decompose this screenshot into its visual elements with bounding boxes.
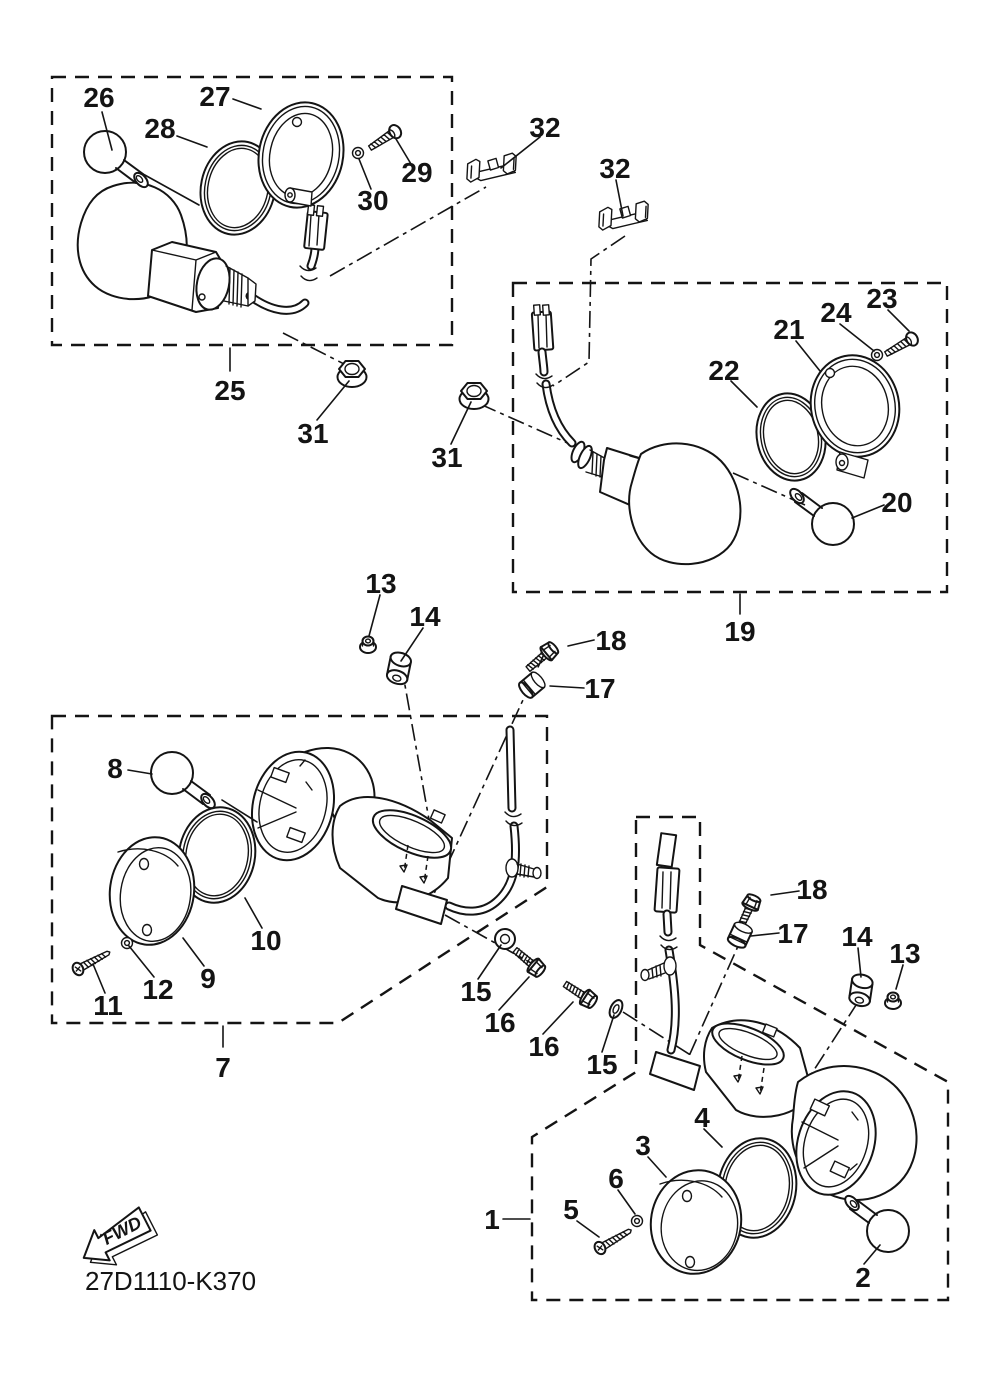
part-20-bulb <box>788 486 854 545</box>
flasher-assembly-7 <box>71 730 541 977</box>
callout-8: 8 <box>107 753 123 784</box>
callout-15-1: 15 <box>460 976 492 1007</box>
callout-31-1: 31 <box>297 418 329 449</box>
callout-9: 9 <box>200 963 216 994</box>
part-29-screw <box>366 123 403 154</box>
callout-2: 2 <box>855 1262 871 1293</box>
callout-21: 21 <box>773 314 805 345</box>
callout-18-2: 18 <box>796 874 828 905</box>
connector-25 <box>304 205 328 250</box>
callout-25: 25 <box>214 375 246 406</box>
drawing-number: 27D1110-K370 <box>85 1266 257 1296</box>
callout-31-2: 31 <box>431 442 463 473</box>
callout-28: 28 <box>144 113 176 144</box>
callout-24: 24 <box>820 297 852 328</box>
callout-16-1: 16 <box>484 1007 516 1038</box>
part-11-screw <box>71 946 113 977</box>
callout-6: 6 <box>608 1163 624 1194</box>
callout-11: 11 <box>93 990 123 1021</box>
callout-1: 1 <box>484 1204 500 1235</box>
callout-13-2: 13 <box>889 938 921 969</box>
callout-32-2: 32 <box>599 153 631 184</box>
part-16-bolt-1 <box>510 943 548 979</box>
part-15-washer-1 <box>495 929 515 949</box>
callout-13-1: 13 <box>365 568 397 599</box>
part-13-nut-1 <box>360 637 376 654</box>
callout-19: 19 <box>724 616 756 647</box>
flasher-assembly-25 <box>78 94 404 312</box>
callout-12: 12 <box>142 974 174 1005</box>
part-2-bulb <box>843 1193 909 1252</box>
part-18-bolt-1 <box>523 640 561 676</box>
part-26-bulb <box>84 131 150 190</box>
part-13-nut-2 <box>885 993 901 1010</box>
callout-4: 4 <box>694 1102 710 1133</box>
callout-30: 30 <box>357 185 389 216</box>
part-8-bulb <box>151 752 217 811</box>
part-31-nut-1 <box>338 361 367 387</box>
part-6-washer <box>632 1216 643 1227</box>
part-31-nut-2 <box>460 383 489 409</box>
callout-17-1: 17 <box>584 673 616 704</box>
callout-20: 20 <box>881 487 913 518</box>
callout-7: 7 <box>215 1052 231 1083</box>
callout-16-2: 16 <box>528 1031 560 1062</box>
part-32-clip-1 <box>467 151 517 184</box>
part-5-screw <box>592 1224 634 1256</box>
part-15-washer-2 <box>607 998 625 1020</box>
callout-32-1: 32 <box>529 112 561 143</box>
callout-14-1: 14 <box>409 601 441 632</box>
callout-27: 27 <box>199 81 231 112</box>
callout-10: 10 <box>250 925 282 956</box>
callout-22: 22 <box>708 355 740 386</box>
part-12-washer <box>122 938 133 949</box>
callout-5: 5 <box>563 1194 579 1225</box>
callout-15-2: 15 <box>586 1049 618 1080</box>
connector-1 <box>654 833 679 913</box>
housing-shell-1 <box>783 1066 916 1205</box>
callout-17-2: 17 <box>777 918 809 949</box>
stay-bracket-1 <box>650 1052 700 1090</box>
housing-cone-19 <box>629 443 740 564</box>
callout-29: 29 <box>401 157 433 188</box>
callout-23: 23 <box>866 283 898 314</box>
part-17-collar-2 <box>726 920 753 950</box>
part-23-screw <box>883 330 921 360</box>
part-14-grommet-1 <box>383 650 414 687</box>
callout-26: 26 <box>83 82 115 113</box>
callout-3: 3 <box>635 1130 651 1161</box>
part-17-collar-1 <box>517 670 548 700</box>
connector-19 <box>532 305 554 351</box>
housing-body-25 <box>148 242 256 313</box>
stay-screw-7 <box>506 859 541 879</box>
part-16-bolt-2 <box>560 977 599 1011</box>
fwd-arrow-label: FWD <box>99 1212 145 1249</box>
callout-14-2: 14 <box>841 921 873 952</box>
callout-18-1: 18 <box>595 625 627 656</box>
part-30-washer <box>353 148 364 159</box>
